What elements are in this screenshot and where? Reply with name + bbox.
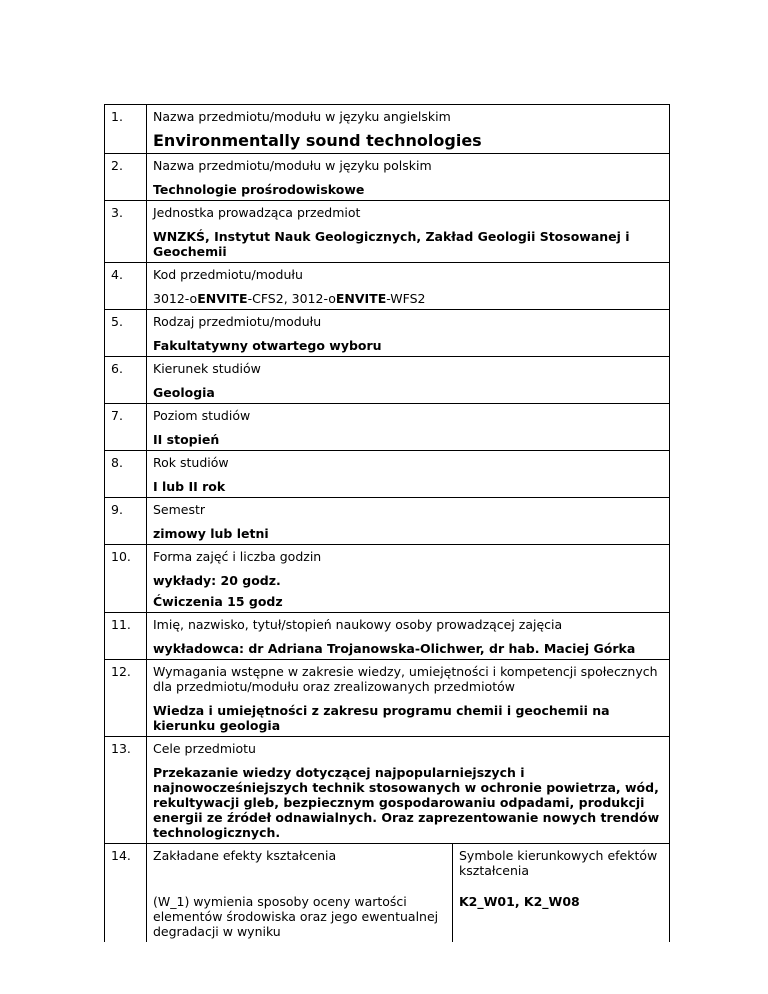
- syllabus-table: [104, 104, 670, 942]
- table-row: [105, 498, 670, 545]
- row-label: Cele przedmiotu: [153, 741, 256, 756]
- row-value: wykłady: 20 godz.: [153, 573, 281, 588]
- table-row: [105, 154, 670, 201]
- effect-description: (W_1) wymienia sposoby oceny wartości elementów środowiska oraz jego ewentualnej degradacji w wyniku: [153, 894, 439, 939]
- table-row: [105, 451, 670, 498]
- course-code: 3012-oENVITE-CFS2, 3012-oENVITE-WFS2: [153, 291, 426, 306]
- row-number: 1.: [105, 105, 147, 154]
- row-number: 4.: [105, 263, 147, 310]
- row-value: wykładowca: dr Adriana Trojanowska-Olichwer, dr hab. Maciej Górka: [153, 641, 636, 656]
- row-label: Jednostka prowadząca przedmiot: [153, 205, 361, 220]
- table-row: [105, 737, 670, 844]
- row-value: Technologie prośrodowiskowe: [153, 182, 365, 197]
- row-label: Nazwa przedmiotu/modułu w języku angielskim: [153, 109, 451, 124]
- table-row: [105, 310, 670, 357]
- row-value: II stopień: [153, 432, 220, 447]
- table-row: [105, 844, 670, 943]
- row-value-secondary: Ćwiczenia 15 godz: [153, 594, 283, 609]
- row-value: Environmentally sound technologies: [153, 131, 482, 150]
- row-number: 10.: [105, 545, 147, 613]
- row-number: 5.: [105, 310, 147, 357]
- table-row: [105, 613, 670, 660]
- row-label: Poziom studiów: [153, 408, 251, 423]
- row-number: 13.: [105, 737, 147, 844]
- row-label: Forma zajęć i liczba godzin: [153, 549, 322, 564]
- row-number: 14.: [105, 844, 147, 943]
- row-number: 3.: [105, 201, 147, 263]
- row-value: zimowy lub letni: [153, 526, 269, 541]
- row-value: WNZKŚ, Instytut Nauk Geologicznych, Zakład Geologii Stosowanej i Geochemii: [153, 229, 630, 259]
- row-value: Fakultatywny otwartego wyboru: [153, 338, 382, 353]
- row-number: 7.: [105, 404, 147, 451]
- document-page: [104, 104, 669, 942]
- row-number: 2.: [105, 154, 147, 201]
- table-row: [105, 357, 670, 404]
- row-label: Zakładane efekty kształcenia: [153, 848, 337, 863]
- row-value: I lub II rok: [153, 479, 226, 494]
- row-label: Semestr: [153, 502, 206, 517]
- table-row: [105, 545, 670, 613]
- row-label: Wymagania wstępne w zakresie wiedzy, umiejętności i kompetencji społecznych dla przedmiotu/modułu oraz zrealizowanych przedmiotów: [153, 664, 658, 694]
- row-value: Geologia: [153, 385, 215, 400]
- row-number: 9.: [105, 498, 147, 545]
- table-row: [105, 105, 670, 154]
- row-label: Nazwa przedmiotu/modułu w języku polskim: [153, 158, 432, 173]
- table-row: [105, 404, 670, 451]
- table-row: [105, 660, 670, 737]
- row-value: Przekazanie wiedzy dotyczącej najpopularniejszych i najnowocześniejszych technik stosowanych w ochronie powietrza, wód, rekultywacji gleb, bezpiecznym gospodarowaniu odpadami, produkcji energii ze źródeł odnawialnych. Oraz zaprezentowanie nowych trendów technologicznych.: [153, 765, 660, 840]
- row-label: Imię, nazwisko, tytuł/stopień naukowy osoby prowadzącej zajęcia: [153, 617, 563, 632]
- row-value: Wiedza i umiejętności z zakresu programu chemii i geochemii na kierunku geologia: [153, 703, 610, 733]
- row-label: Rok studiów: [153, 455, 229, 470]
- row-number: 11.: [105, 613, 147, 660]
- row-label: Rodzaj przedmiotu/modułu: [153, 314, 322, 329]
- row-label: Kierunek studiów: [153, 361, 261, 376]
- row-label: Kod przedmiotu/modułu: [153, 267, 303, 282]
- row-number: 8.: [105, 451, 147, 498]
- table-row: [105, 201, 670, 263]
- row-number: 12.: [105, 660, 147, 737]
- symbols-header: Symbole kierunkowych efektów kształcenia: [459, 848, 658, 878]
- row-number: 6.: [105, 357, 147, 404]
- table-row: [105, 263, 670, 310]
- effect-symbols: K2_W01, K2_W08: [459, 894, 580, 909]
